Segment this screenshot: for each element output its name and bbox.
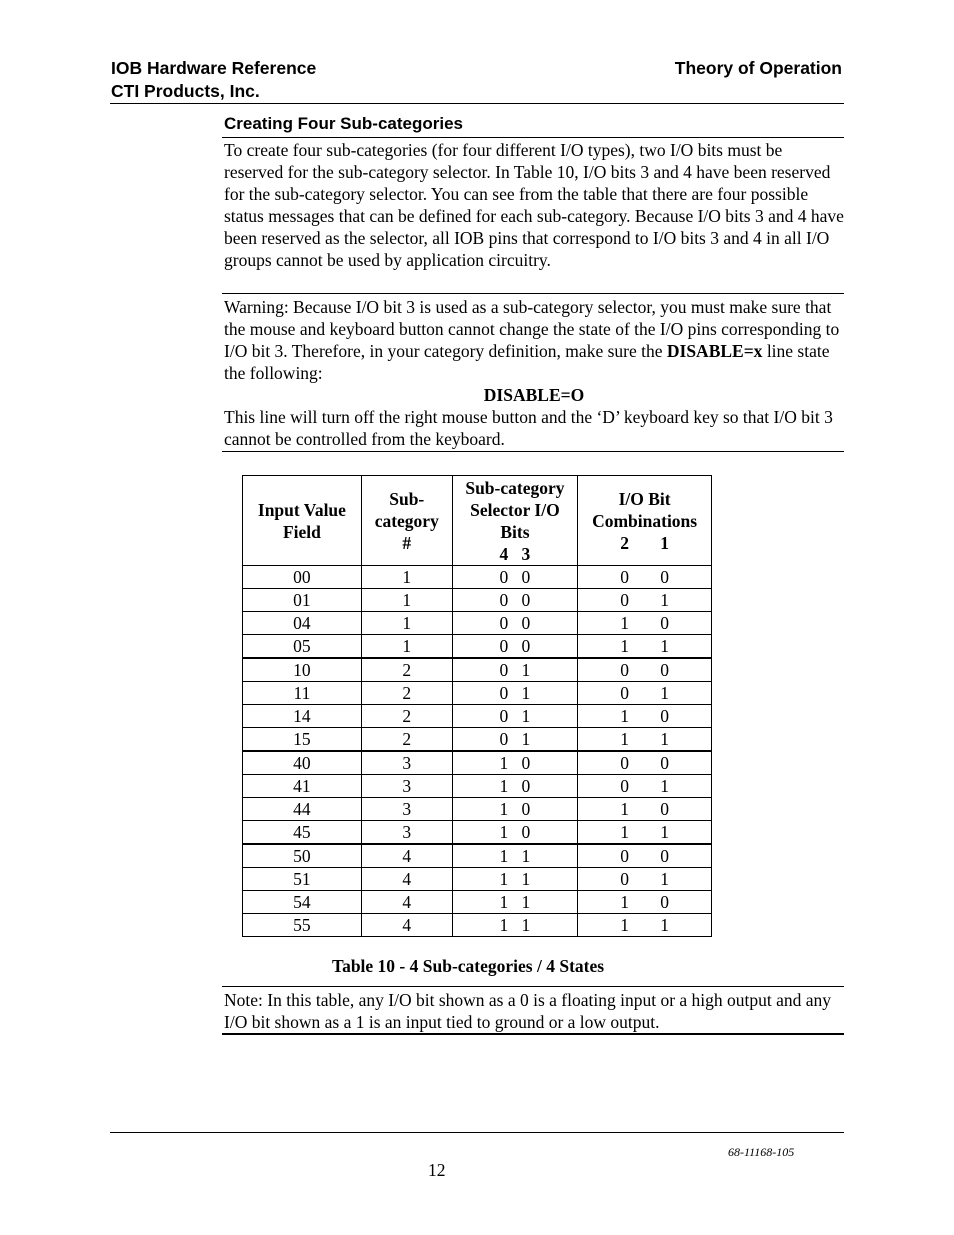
- header-bit-combinations: I/O Bit Combinations 2 1: [578, 476, 712, 566]
- cell-selector-bits: 1 0: [452, 775, 578, 798]
- table-row: [243, 798, 712, 821]
- cell-bit-combination: 0 1: [578, 589, 712, 612]
- cell-bit-combination: 0 0: [578, 751, 712, 775]
- cell-input-value: 04: [243, 612, 362, 635]
- table-row: [243, 868, 712, 891]
- cell-bit-combination: 0 1: [578, 775, 712, 798]
- document-header-left: [111, 57, 316, 103]
- disable-term: DISABLE=x: [666, 341, 763, 361]
- cell-input-value: 14: [243, 705, 362, 728]
- page-number: 12: [428, 1160, 446, 1180]
- cell-selector-bits: 0 1: [452, 705, 578, 728]
- cell-input-value: 50: [243, 844, 362, 868]
- cell-input-value: 00: [243, 566, 362, 589]
- cell-input-value: 15: [243, 728, 362, 752]
- section-title: Creating Four Sub-categories: [224, 114, 463, 133]
- cell-bit-combination: 1 0: [578, 612, 712, 635]
- intro-paragraph: To create four sub-categories (for four different I/O types), two I/O bits must be reserved for the sub-category selector. In Table 10, I/O bits 3 and 4 have been reserved for the sub-category selector. You can see from the table that there are four possible status messages that can be defined for each sub-category. Because I/O bits 3 and 4 have been reserved as the selector, all IOB pins that correspond to I/O bits 3 and 4 in all I/O groups cannot be used by application circuitry.: [224, 140, 844, 270]
- cell-subcategory: 1: [361, 612, 452, 635]
- chapter-title: Theory of Operation: [674, 58, 842, 78]
- table-row: [243, 914, 712, 937]
- table-row: [243, 635, 712, 659]
- table-row: [243, 705, 712, 728]
- cell-subcategory: 3: [361, 821, 452, 845]
- header-input-value-field: Input Value Field: [243, 476, 362, 566]
- document-number: 68-11168-105: [728, 1145, 795, 1159]
- cell-bit-combination: 1 1: [578, 914, 712, 937]
- cell-selector-bits: 0 0: [452, 566, 578, 589]
- cell-selector-bits: 1 1: [452, 844, 578, 868]
- table-row: [243, 589, 712, 612]
- cell-input-value: 54: [243, 891, 362, 914]
- cell-input-value: 10: [243, 658, 362, 682]
- cell-subcategory: 2: [361, 682, 452, 705]
- table-row: [243, 566, 712, 589]
- warning-bottom-divider: [222, 451, 844, 452]
- table-caption: Table 10 - 4 Sub-categories / 4 States: [332, 956, 605, 976]
- cell-selector-bits: 1 1: [452, 914, 578, 937]
- cell-subcategory: 4: [361, 868, 452, 891]
- cell-input-value: 40: [243, 751, 362, 775]
- cell-subcategory: 4: [361, 891, 452, 914]
- cell-input-value: 55: [243, 914, 362, 937]
- note-paragraph: Note: In this table, any I/O bit shown as a 0 is a floating input or a high output and any I/O bit shown as a 1 is an input tied to ground or a low output.: [224, 990, 832, 1032]
- cell-subcategory: 4: [361, 844, 452, 868]
- cell-selector-bits: 0 0: [452, 635, 578, 659]
- cell-subcategory: 1: [361, 635, 452, 659]
- cell-selector-bits: 1 1: [452, 891, 578, 914]
- disable-code-line: DISABLE=O: [483, 385, 585, 405]
- cell-bit-combination: 1 1: [578, 635, 712, 659]
- table-row: [243, 751, 712, 775]
- table-row: [243, 844, 712, 868]
- table-row: [243, 658, 712, 682]
- company-name: CTI Products, Inc.: [111, 81, 260, 101]
- warning-text-end: line state the following:: [224, 341, 830, 383]
- cell-selector-bits: 0 1: [452, 682, 578, 705]
- table-row: [243, 682, 712, 705]
- cell-bit-combination: 0 1: [578, 682, 712, 705]
- cell-selector-bits: 1 0: [452, 751, 578, 775]
- cell-input-value: 45: [243, 821, 362, 845]
- cell-bit-combination: 0 0: [578, 844, 712, 868]
- cell-bit-combination: 0 1: [578, 868, 712, 891]
- header-divider: [110, 103, 844, 104]
- table-row: [243, 891, 712, 914]
- cell-input-value: 41: [243, 775, 362, 798]
- cell-selector-bits: 0 0: [452, 612, 578, 635]
- header-subcategory-number: Sub- category #: [361, 476, 452, 566]
- header-selector-bits: Sub-category Selector I/O Bits 4 3: [452, 476, 578, 566]
- cell-input-value: 51: [243, 868, 362, 891]
- table-row: [243, 775, 712, 798]
- note-bottom-divider: [222, 1033, 844, 1035]
- warning-top-divider: [222, 293, 844, 294]
- cell-subcategory: 1: [361, 589, 452, 612]
- cell-input-value: 44: [243, 798, 362, 821]
- cell-selector-bits: 1 0: [452, 821, 578, 845]
- cell-input-value: 01: [243, 589, 362, 612]
- cell-bit-combination: 1 1: [578, 821, 712, 845]
- warning-followup: This line will turn off the right mouse button and the ‘D’ keyboard key so that I/O bit 3 cannot be controlled from the keyboard.: [224, 407, 833, 449]
- cell-selector-bits: 0 0: [452, 589, 578, 612]
- warning-block: [224, 296, 844, 450]
- cell-selector-bits: 1 0: [452, 798, 578, 821]
- cell-selector-bits: 0 1: [452, 658, 578, 682]
- cell-subcategory: 3: [361, 775, 452, 798]
- document-title: IOB Hardware Reference: [111, 58, 317, 78]
- cell-bit-combination: 0 0: [578, 658, 712, 682]
- cell-bit-combination: 1 1: [578, 728, 712, 752]
- cell-input-value: 11: [243, 682, 362, 705]
- cell-subcategory: 2: [361, 728, 452, 752]
- cell-subcategory: 2: [361, 705, 452, 728]
- cell-bit-combination: 1 0: [578, 891, 712, 914]
- cell-subcategory: 2: [361, 658, 452, 682]
- cell-bit-combination: 0 0: [578, 566, 712, 589]
- cell-subcategory: 3: [361, 751, 452, 775]
- cell-subcategory: 4: [361, 914, 452, 937]
- cell-input-value: 05: [243, 635, 362, 659]
- cell-bit-combination: 1 0: [578, 798, 712, 821]
- warning-text: Warning: Because I/O bit 3 is used as a sub-category selector, you must make sure that the mouse and keyboard button cannot change the state of the I/O pins corresponding to I/O bit 3. Therefore, in your category definition, make sure the: [224, 297, 840, 361]
- cell-selector-bits: 0 1: [452, 728, 578, 752]
- section-divider: [222, 137, 844, 138]
- table-row: [243, 728, 712, 752]
- cell-bit-combination: 1 0: [578, 705, 712, 728]
- cell-subcategory: 1: [361, 566, 452, 589]
- table-row: [243, 612, 712, 635]
- footer-divider: [110, 1132, 844, 1133]
- table-row: [243, 821, 712, 845]
- cell-subcategory: 3: [361, 798, 452, 821]
- subcategory-table: [242, 475, 712, 937]
- note-top-divider: [222, 986, 844, 987]
- cell-selector-bits: 1 1: [452, 868, 578, 891]
- table-header-row: [243, 476, 712, 566]
